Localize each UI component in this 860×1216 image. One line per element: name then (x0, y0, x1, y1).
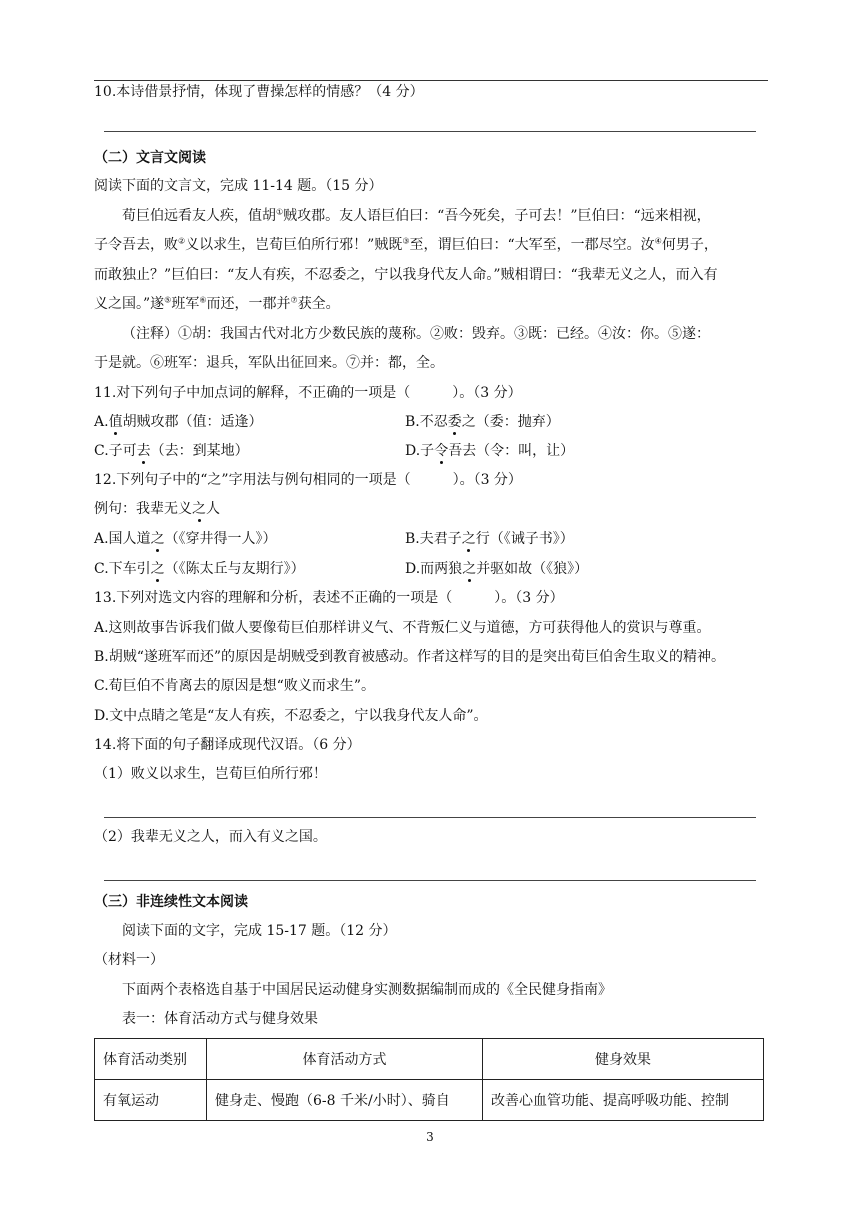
table-header-cell: 健身效果 (483, 1039, 764, 1080)
q14-sentence-1: （1）败义以求生，岂荀巨伯所行邪！ (94, 766, 327, 782)
question-14: 14.将下面的句子翻译成现代汉语。（6 分） (94, 737, 361, 753)
question-11: 11.对下列句子中加点词的解释，不正确的一项是（ ）。（3 分） (94, 385, 522, 401)
table-header-row (95, 1039, 764, 1080)
passage-line-2: 子令吾去，败②义以求生，岂荀巨伯所行邪！”贼既③至，谓巨伯曰：“大军至，一郡尽空。汝④何男子， (94, 236, 718, 253)
table-header-cell: 体育活动类别 (95, 1039, 207, 1080)
q14-sentence-2: （2）我辈无义之人，而入有义之国。 (94, 829, 327, 845)
fitness-table (94, 1038, 764, 1121)
notes-line-2: 于是就。⑥班军：退兵，军队出征回来。⑦并：都，全。 (94, 355, 444, 371)
table-title: 表一：体育活动方式与健身效果 (122, 1011, 318, 1027)
notes-line-1: （注释）①胡：我国古代对北方少数民族的蔑称。②败：毁弃。③既：已经。④汝：你。⑤遂： (122, 326, 710, 342)
table-cell: 改善心血管功能、提高呼吸功能、控制 (483, 1080, 764, 1121)
q12-option-a: A.国人道之（《穿井得一人》） (94, 531, 277, 547)
table-row (95, 1080, 764, 1121)
page-number: 3 (426, 1130, 434, 1144)
section-3-intro: 阅读下面的文字，完成 15-17 题。（12 分） (122, 923, 397, 939)
material-label: （材料一） (94, 952, 164, 968)
question-12: 12.下列句子中的“之”字用法与例句相同的一项是（ ）。（3 分） (94, 472, 522, 488)
q11-option-d: D.子令吾去（令：叫，让） (405, 443, 575, 459)
passage-line-4: 义之国。”遂⑤班军⑥而还，一郡并⑦获全。 (94, 295, 340, 312)
q13-option-a: A.这则故事告诉我们做人要像荀巨伯那样讲义气、不背叛仁义与道德，方可获得他人的赏识与尊重。 (94, 620, 711, 636)
answer-line-q14-2 (104, 880, 756, 881)
answer-line-q10 (104, 131, 756, 132)
answer-line-q14-1 (104, 817, 756, 818)
header-rule (94, 80, 768, 81)
table-header-cell: 体育活动方式 (207, 1039, 483, 1080)
material-description: 下面两个表格选自基于中国居民运动健身实测数据编制而成的《全民健身指南》 (122, 982, 612, 998)
passage-line-3: 而敢独止？”巨伯曰：“友人有疾，不忍委之，宁以我身代友人命。”贼相谓曰：“我辈无义之人，而入有 (94, 267, 718, 283)
q13-option-d: D.文中点睛之笔是“友人有疾，不忍委之，宁以我身代友人命”。 (94, 708, 488, 724)
section-2-title: （二）文言文阅读 (94, 150, 206, 166)
question-10: 10.本诗借景抒情，体现了曹操怎样的情感？（4 分） (94, 84, 424, 100)
q12-example: 例句：我辈无义之人 (94, 501, 220, 517)
question-13: 13.下列对选文内容的理解和分析，表述不正确的一项是（ ）。（3 分） (94, 590, 564, 606)
passage-line-1: 荀巨伯远看友人疾，值胡①贼攻郡。友人语巨伯曰：“吾今死矣，子可去！”巨伯曰：“远来相视， (122, 207, 711, 224)
q11-option-c: C.子可去（去：到某地） (94, 443, 249, 459)
table-cell: 健身走、慢跑（6-8 千米/小时）、骑自 (207, 1080, 483, 1121)
q13-option-b: B.胡贼“遂班军而还”的原因是胡贼受到教育被感动。作者这样写的目的是突出荀巨伯舍生取义的精神。 (94, 649, 726, 665)
q12-option-d: D.而两狼之并驱如故（《狼》） (405, 561, 589, 577)
q11-option-a: A.值胡贼攻郡（值：适逢） (94, 414, 263, 430)
table-cell: 有氧运动 (95, 1080, 207, 1121)
section-2-intro: 阅读下面的文言文，完成 11-14 题。（15 分） (94, 178, 383, 194)
q11-option-b: B.不忍委之（委：抛弃） (405, 414, 560, 430)
section-3-title: （三）非连续性文本阅读 (94, 894, 248, 910)
q12-option-c: C.下车引之（《陈太丘与友期行》） (94, 561, 305, 577)
q12-option-b: B.夫君子之行（《诫子书》） (405, 531, 574, 547)
q13-option-c: C.荀巨伯不肯离去的原因是想“败义而求生”。 (94, 678, 375, 694)
